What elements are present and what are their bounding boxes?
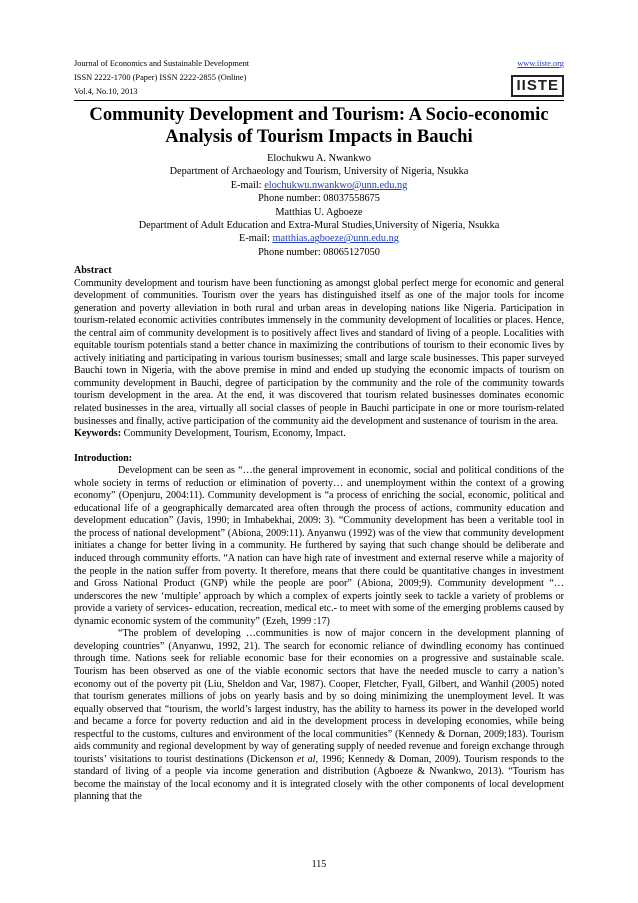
journal-issn: ISSN 2222-1700 (Paper) ISSN 2222-2855 (Online)	[74, 73, 247, 82]
keywords-label: Keywords:	[74, 428, 122, 440]
journal-header	[74, 57, 249, 99]
author-name: Matthias U. Agboeze	[275, 206, 363, 218]
author-email-line	[74, 232, 564, 245]
journal-header-right	[511, 57, 564, 97]
author-email-link[interactable]: elochukwu.nwankwo@unn.edu.ng	[264, 179, 408, 191]
author-email-link[interactable]: matthias.agboeze@unn.edu.ng	[272, 233, 399, 245]
journal-volume: Vol.4, No.10, 2013	[74, 87, 138, 96]
introduction-paragraph-2-part-b: 1996; Kennedy & Doman, 2009). Tourism responds to the standard of living of a people via income generation and distribution (Agboeze & Nwankwo, 2013). “Tourism has become the mainstay of the local economy and it is integrated closely with the other components of local development planning that the	[74, 753, 564, 803]
author-email-label: E-mail:	[230, 179, 265, 191]
keywords-line	[74, 428, 564, 441]
author-affiliation: Department of Adult Education and Extra-Mural Studies,University of Nigeria, Nsukka	[138, 220, 500, 232]
page-number: 115	[311, 859, 327, 870]
journal-name: Journal of Economics and Sustainable Development	[74, 59, 250, 68]
paper-title: Community Development and Tourism: A Socio-economic Analysis of Tourism Impacts in Bauchi	[89, 104, 549, 147]
author-affiliation: Department of Archaeology and Tourism, University of Nigeria, Nsukka	[169, 166, 469, 178]
section-gap	[74, 441, 564, 453]
introduction-paragraph-1: Development can be seen as “…the general improvement in economic, social and political conditions of the whole society in terms of reduction or elimination of poverty… and unemployment within the context of a growing economy” (Openjuru, 2004:11). Community development is “a process of enriching the social, economic, political and educational life of a geographically demarcated area often through the process of actions, community education and development education” (Javis, 1990; in Imhabekhai, 2009: 3). “Community development has been a veritable tool in the process of national development” (Abiona, 2009:11). Anyanwu (1992) was of the view that community development initiates a change for better living in a community. He furthered by saying that such change should be deliberate and induced through community efforts. “A nation can have high rate of investment and external reserve while a majority of the people in the nation suffer from poverty. It therefore, means that there could be quantitative changes in investment and Gross National Product (GNP) while the people are poor” (Abiona, 2009;9). Community development “…underscores the new ‘multiple’ approach by which a complex of experts jointly seek to tackle a variety of problems or provide a variety of services- education, recreation, medical etc.- to meet with some of the emerging problems caused by dynamic economic system of the community” (Ezeh, 1999 :17)	[74, 465, 564, 627]
header-divider	[74, 100, 564, 101]
author-phone: Phone number: 08037558675	[258, 193, 380, 205]
introduction-heading: Introduction:	[74, 452, 133, 464]
abstract-text: Community development and tourism have been functioning as amongst global perfect merge for economic and general development of communities. Tourism over the years has distinguished itself as one of the major tools for income generation and poverty alleviation in both rural and urban areas in developing nations like Nigeria. Participation in tourism-related economic activities contributes immensely in the community development of localities or places. Hence, the central aim of community development is to positively affect lives and standard of living of a people. Localities with equitable tourism potentials stand a better chance in maximizing the contributions of tourism to their economic lives by actively initiating and participating in various tourism businesses; small and large scale businesses. This paper surveyed Bauchi town in Nigeria, with the above premise in mind and ended up studying the economic impacts of tourism on community development in Bauchi, degree of participation by the community and the role of the community towards tourism development in the area. At the end, it was discovered that tourism related businesses dominates economic related businesses in the area, virtually all social classes of people in Bauchi participate in one or more tourism-related businesses and finally, active participation of the community aid the development and sustenance of tourism in the area.	[74, 277, 564, 427]
journal-website-link[interactable]: www.iiste.org	[517, 59, 564, 68]
iiste-logo: IISTE	[511, 75, 564, 97]
introduction-paragraph-2	[74, 628, 564, 804]
author-name: Elochukwu A. Nwankwo	[267, 153, 371, 164]
author-email-label: E-mail:	[239, 233, 273, 245]
keywords-text: Community Development, Tourism, Economy, Impact.	[121, 428, 346, 440]
author-block	[74, 152, 564, 259]
author-email-line	[74, 179, 564, 192]
author-phone: Phone number: 08065127050	[258, 246, 380, 258]
paper-body	[74, 265, 564, 804]
introduction-paragraph-2-etal: et al,	[296, 753, 319, 765]
abstract-heading: Abstract	[74, 265, 112, 276]
introduction-paragraph-2-part-a: “The problem of developing …communities is now of major concern in the development planning of developing countries” (Anyanwu, 1992, 21). The search for economic reliance of dwindling economy has continued through time. Nations seek for reliable economic base for their economies on a progressive and sustainable scale. Tourism has been observed as one of the viable economic sectors that have the needed muscle to carry a nation’s economy out of the poverty pit (Liu, Sheldon and Var, 1987). Cooper, Fletcher, Fyall, Gilbert, and Wanhil (2005) noted that tourism generates millions of jobs on yearly basis and by so doing minimizing the unemployment level. It was equally observed that “tourism, the world’s largest industry, has the ability to harness its power in the developed world and became a force for poverty reduction and aid in the development process in developing economies, while being respectful to the customs, cultures and environment of the local communities” (Kennedy & Dornan, 2009;183). Tourism aids community and regional development by way of generating supply of needed revenue and foreign exchange through tourists’ visitations to tourist destinations (Dickenson	[74, 628, 564, 765]
